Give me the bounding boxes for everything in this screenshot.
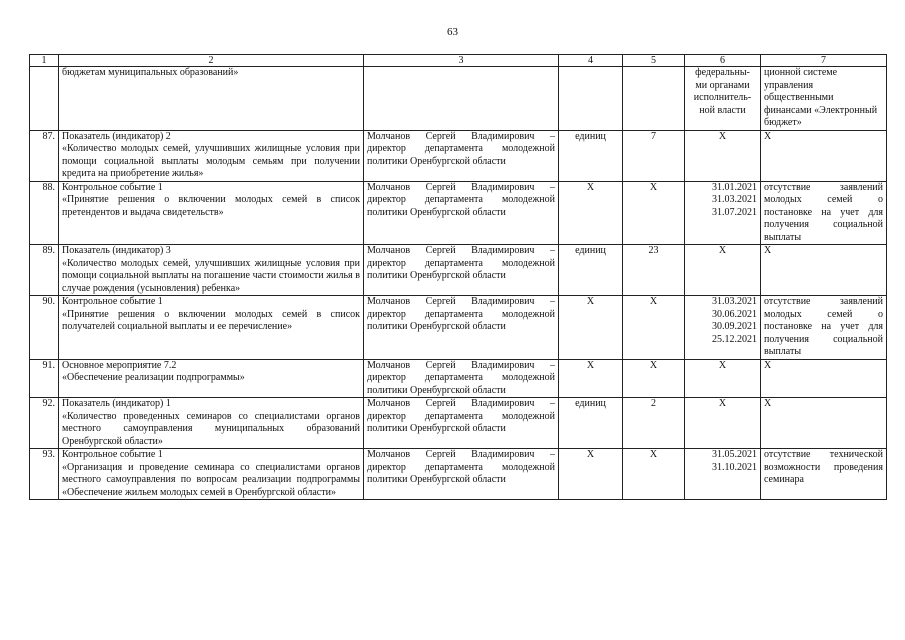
note-cell: Х: [761, 398, 887, 449]
column-header: 3: [364, 55, 559, 67]
event-description: «Принятие решения о включении молодых семей в список претендентов и выдача свидетельств»: [62, 194, 360, 218]
header-row: [30, 55, 887, 67]
note-cell: ционной системе управления общественными финансами «Электронный бюджет»: [761, 67, 887, 131]
value-cell: Х: [623, 359, 685, 398]
row-number: 90.: [30, 296, 59, 360]
deadline-cell: [685, 67, 761, 131]
responsible-cell: Молчанов Сергей Владимирович – директор департамента молодежной политики Оренбургской области: [364, 296, 559, 360]
column-header: 1: [30, 55, 59, 67]
event-title: Показатель (индикатор) 1: [62, 398, 171, 409]
responsible-cell: Молчанов Сергей Владимирович – директор департамента молодежной политики Оренбургской области: [364, 245, 559, 296]
table-row: [30, 359, 887, 398]
plan-table: [29, 54, 887, 500]
deadline-cell: [685, 449, 761, 500]
unit-cell: Х: [559, 296, 623, 360]
event-description: «Количество молодых семей, улучшивших жилищные условия при помощи социальной выплаты на погашение части стоимости жилья в случае рождения (усыновления) ребенка»: [62, 257, 360, 294]
deadline-date: 31.03.2021: [712, 194, 757, 205]
note-cell: Х: [761, 130, 887, 181]
event-title: Показатель (индикатор) 2: [62, 130, 171, 142]
row-number: 92.: [30, 398, 59, 449]
column-header: 5: [623, 55, 685, 67]
note-cell: отсутствие заявлений молодых семей о постановке на учет для получения социальной выплаты: [761, 296, 887, 360]
value-cell: 7: [623, 130, 685, 181]
deadline-line: исполнитель-: [693, 92, 752, 103]
deadline-date: 31.03.2021: [712, 296, 757, 307]
event-cell: [59, 296, 364, 360]
note-cell: Х: [761, 359, 887, 398]
note-cell: Х: [761, 245, 887, 296]
table-row: [30, 449, 887, 500]
column-header: 2: [59, 55, 364, 67]
event-cell: [59, 130, 364, 181]
deadline-date: 31.10.2021: [712, 461, 757, 473]
column-header: 6: [685, 55, 761, 67]
column-header: 4: [559, 55, 623, 67]
page-number: 63: [447, 26, 458, 38]
deadline-cell: [685, 181, 761, 245]
unit-cell: [559, 67, 623, 131]
event-title: Показатель (индикатор) 3: [62, 245, 171, 256]
event-description: «Организация и проведение семинара со специалистами органов местного самоуправления по вопросам реализации подпрограммы «Обеспечение жильем молодых семей в Оренбургской области»: [62, 461, 360, 498]
event-title: Контрольное событие 1: [62, 181, 163, 193]
table-row: [30, 130, 887, 181]
event-description: «Принятие решения о включении молодых семей в список получателей социальной выплаты и ее перечисление»: [62, 308, 360, 332]
value-cell: Х: [623, 296, 685, 360]
row-number: 93.: [30, 449, 59, 500]
value-cell: 2: [623, 398, 685, 449]
value-cell: Х: [623, 181, 685, 245]
deadline-date: 31.05.2021: [712, 449, 757, 460]
table-row: [30, 296, 887, 360]
event-cell: [59, 359, 364, 398]
deadline-date: 30.06.2021: [712, 308, 757, 320]
value-cell: [623, 67, 685, 131]
deadline-cell: [685, 359, 761, 398]
deadline-date: 25.12.2021: [712, 333, 757, 345]
deadline-line: ной власти: [699, 104, 746, 116]
responsible-cell: Молчанов Сергей Владимирович – директор департамента молодежной политики Оренбургской области: [364, 398, 559, 449]
deadline-date: Х: [718, 245, 727, 256]
unit-cell: единиц: [559, 130, 623, 181]
deadline-date: 30.09.2021: [712, 321, 757, 332]
event-cell: [59, 449, 364, 500]
event-description: «Количество проведенных семинаров со специалистами органов местного самоуправления муниципальных образований Оренбургской области»: [62, 410, 360, 447]
event-title: Основное мероприятие 7.2: [62, 359, 177, 371]
unit-cell: Х: [559, 181, 623, 245]
row-number-cell: [30, 67, 59, 131]
column-header: 7: [761, 55, 887, 67]
unit-cell: единиц: [559, 245, 623, 296]
table-row: [30, 245, 887, 296]
row-number: 87.: [30, 130, 59, 181]
responsible-cell: [364, 67, 559, 131]
unit-cell: Х: [559, 449, 623, 500]
event-description: «Количество молодых семей, улучшивших жилищные условия при помощи социальной выплаты молодым семьям при получении кредита на приобретение жилья»: [62, 143, 360, 179]
event-title: Контрольное событие 1: [62, 296, 163, 307]
event-cell: бюджетам муниципальных образований»: [59, 67, 364, 131]
deadline-date: Х: [718, 359, 727, 371]
deadline-cell: [685, 245, 761, 296]
deadline-date: 31.01.2021: [712, 181, 757, 193]
row-number: 91.: [30, 359, 59, 398]
deadline-date: Х: [718, 130, 727, 142]
continuation-row: [30, 67, 887, 131]
deadline-cell: [685, 130, 761, 181]
responsible-cell: Молчанов Сергей Владимирович – директор департамента молодежной политики Оренбургской области: [364, 181, 559, 245]
row-number: 89.: [30, 245, 59, 296]
note-cell: отсутствие заявлений молодых семей о постановке на учет для получения социальной выплаты: [761, 181, 887, 245]
event-cell: [59, 245, 364, 296]
unit-cell: Х: [559, 359, 623, 398]
deadline-cell: [685, 398, 761, 449]
deadline-date: Х: [718, 398, 727, 409]
deadline-line: ми органами: [695, 79, 750, 91]
row-number: 88.: [30, 181, 59, 245]
event-cell: [59, 181, 364, 245]
unit-cell: единиц: [559, 398, 623, 449]
table-row: [30, 181, 887, 245]
event-description: «Обеспечение реализации подпрограммы»: [62, 372, 245, 383]
table-row: [30, 398, 887, 449]
deadline-cell: [685, 296, 761, 360]
responsible-cell: Молчанов Сергей Владимирович – директор департамента молодежной политики Оренбургской области: [364, 130, 559, 181]
responsible-cell: Молчанов Сергей Владимирович – директор департамента молодежной политики Оренбургской области: [364, 449, 559, 500]
event-title: Контрольное событие 1: [62, 449, 163, 460]
deadline-date: 31.07.2021: [712, 206, 757, 218]
event-cell: [59, 398, 364, 449]
responsible-cell: Молчанов Сергей Владимирович – директор департамента молодежной политики Оренбургской области: [364, 359, 559, 398]
deadline-line: федеральны-: [695, 67, 750, 78]
value-cell: 23: [623, 245, 685, 296]
value-cell: Х: [623, 449, 685, 500]
note-cell: отсутствие технической возможности проведения семинара: [761, 449, 887, 500]
